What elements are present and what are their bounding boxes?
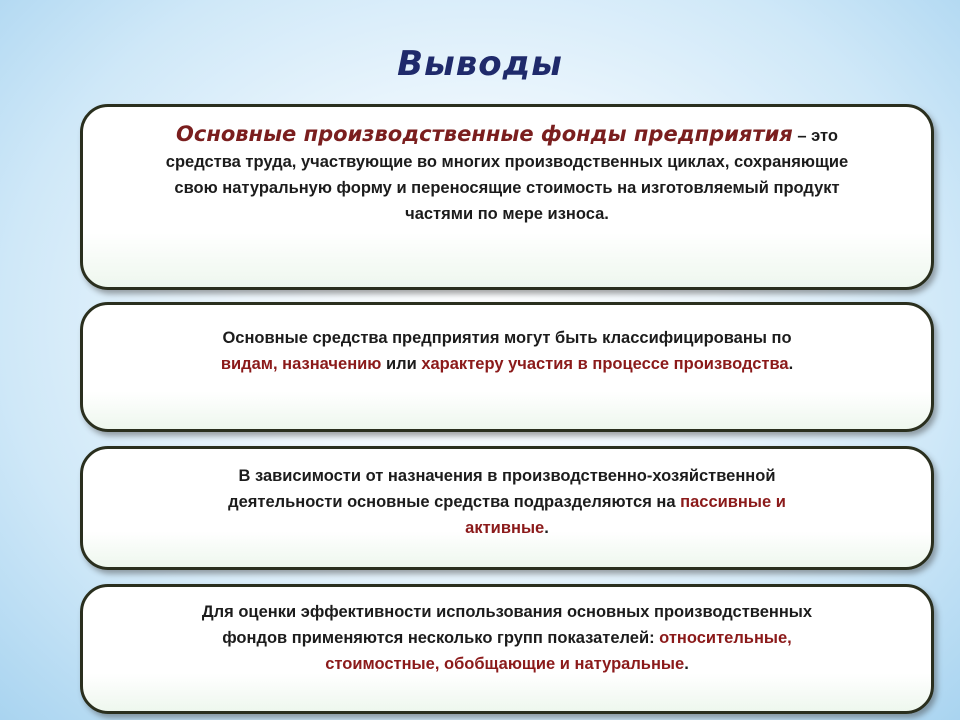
efficiency-line-3 — [101, 651, 913, 677]
purpose-end: . — [544, 519, 549, 537]
classification-card — [80, 302, 934, 432]
efficiency-end: . — [684, 655, 689, 673]
efficiency-line-2-start: фондов применяются несколько групп показателей: — [222, 629, 660, 647]
efficiency-line-2 — [101, 625, 913, 651]
purpose-card — [80, 446, 934, 570]
purpose-highlight-1: пассивные и — [680, 493, 786, 511]
purpose-highlight-2: активные — [465, 519, 545, 537]
efficiency-line-1: Для оценки эффективности использования основных производственных — [201, 603, 813, 621]
classification-highlight-2: характеру участия в процессе производства — [421, 355, 789, 373]
purpose-line-1: В зависимости от назначения в производственно-хозяйственной — [238, 467, 776, 485]
definition-line-1: средства труда, участвующие во многих производственных циклах, сохраняющие — [165, 153, 849, 171]
purpose-line-2 — [101, 489, 913, 515]
classification-line-2 — [101, 351, 913, 377]
efficiency-highlight-2: стоимостные, обобщающие и натуральные — [325, 655, 685, 673]
definition-dash: – это — [792, 127, 838, 145]
efficiency-card — [80, 584, 934, 714]
purpose-line-2-start: деятельности основные средства подразделяются на — [228, 493, 681, 511]
classification-connector: или — [381, 355, 422, 373]
slide-title: Выводы — [397, 44, 563, 84]
definition-card — [80, 104, 934, 290]
efficiency-highlight-1: относительные, — [659, 629, 792, 647]
purpose-line-3 — [101, 515, 913, 541]
definition-line-3: частями по мере износа. — [405, 205, 609, 223]
classification-line-1: Основные средства предприятия могут быть классифицированы по — [222, 329, 792, 347]
classification-highlight-1: видам, назначению — [220, 355, 382, 373]
definition-line-2: свою натуральную форму и переносящие стоимость на изготовляемый продукт — [174, 179, 840, 197]
definition-term: Основные производственные фонды предприятия — [176, 122, 793, 146]
classification-end: . — [788, 355, 794, 373]
